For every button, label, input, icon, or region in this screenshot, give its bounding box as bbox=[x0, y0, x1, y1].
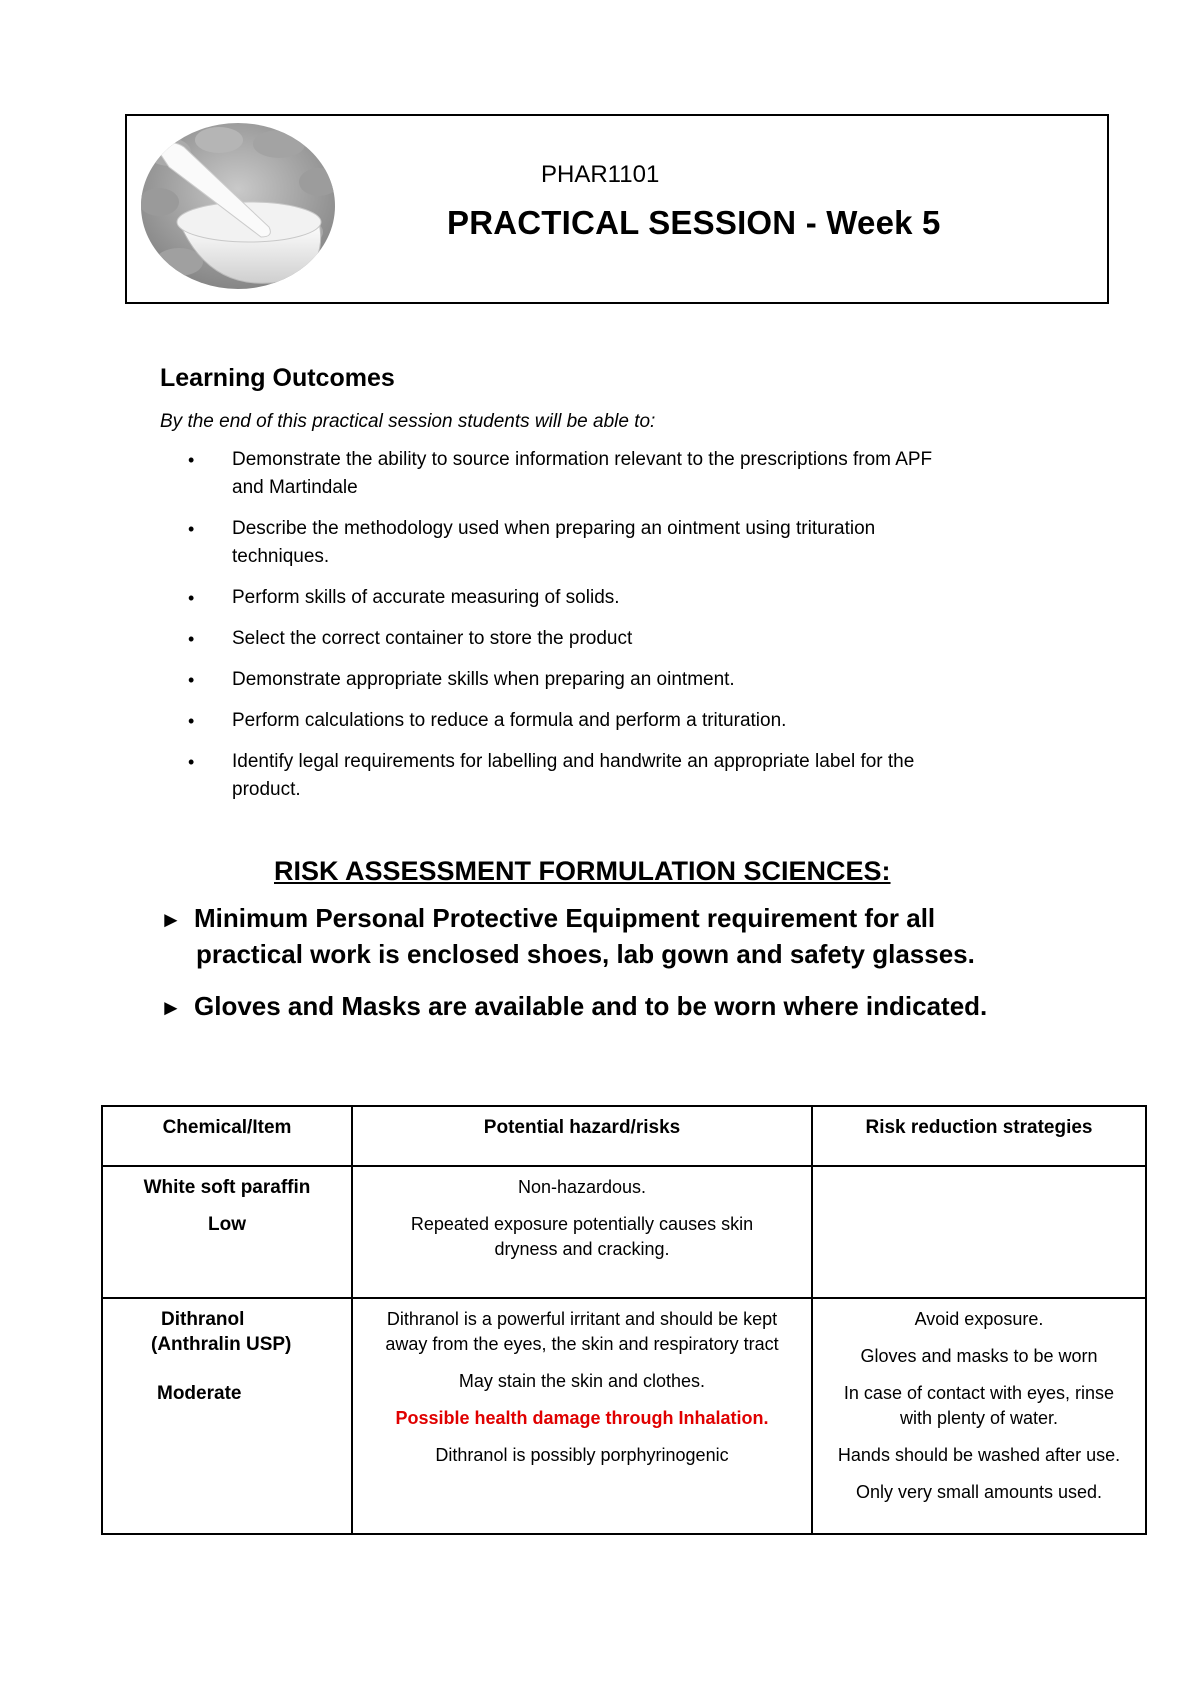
chemical-cell bbox=[102, 1166, 352, 1298]
hazard-text: dryness and cracking. bbox=[494, 1239, 670, 1259]
hazard-text: May stain the skin and clothes. bbox=[458, 1371, 706, 1391]
list-item bbox=[160, 515, 1080, 571]
arrow-icon: ► bbox=[160, 907, 182, 932]
mortar-and-pestle-image bbox=[139, 122, 337, 290]
list-item-text: Demonstrate the ability to source information relevant to the prescriptions from APF bbox=[232, 449, 933, 470]
chemical-name: White soft paraffin bbox=[143, 1177, 311, 1198]
list-item bbox=[160, 748, 1080, 804]
bullet-icon: • bbox=[188, 670, 195, 690]
strategy-text: Gloves and masks to be worn bbox=[860, 1346, 1098, 1366]
hazard-text: Dithranol is possibly porphyrinogenic bbox=[435, 1445, 729, 1465]
session-title: PRACTICAL SESSION - Week 5 bbox=[447, 204, 941, 241]
ppe-text-line1: Minimum Personal Protective Equipment requirement for all bbox=[194, 903, 936, 933]
list-item-text: product. bbox=[232, 779, 301, 800]
risk-level: Moderate bbox=[157, 1383, 242, 1404]
bullet-icon: • bbox=[188, 629, 195, 649]
strategy-text: Avoid exposure. bbox=[914, 1309, 1044, 1329]
risk-level: Low bbox=[208, 1214, 246, 1235]
list-item-text: techniques. bbox=[232, 546, 330, 567]
bullet-icon: • bbox=[188, 519, 195, 539]
header-box bbox=[125, 114, 1109, 304]
risk-assessment-heading: RISK ASSESSMENT FORMULATION SCIENCES: bbox=[274, 856, 891, 886]
gloves-text: Gloves and Masks are available and to be worn where indicated. bbox=[194, 991, 988, 1021]
arrow-icon: ► bbox=[160, 995, 182, 1020]
list-item-text: and Martindale bbox=[232, 477, 358, 498]
hazard-text: away from the eyes, the skin and respiratory tract bbox=[385, 1334, 779, 1354]
learning-outcomes-heading: Learning Outcomes bbox=[160, 364, 395, 392]
list-item-text: Describe the methodology used when preparing an ointment using trituration bbox=[232, 518, 876, 539]
bullet-icon: • bbox=[188, 752, 195, 772]
strategy-cell bbox=[812, 1298, 1146, 1534]
bullet-icon: • bbox=[188, 711, 195, 731]
list-item bbox=[160, 707, 1080, 735]
chemical-alias: (Anthralin USP) bbox=[151, 1334, 292, 1355]
ppe-text-line2: practical work is enclosed shoes, lab gown and safety glasses. bbox=[196, 939, 975, 969]
list-item-text: Perform calculations to reduce a formula and perform a trituration. bbox=[232, 710, 787, 731]
list-item bbox=[160, 584, 1080, 612]
table-header-row bbox=[102, 1106, 1146, 1166]
gloves-masks-note bbox=[160, 988, 987, 1026]
header-chemical-item: Chemical/Item bbox=[102, 1106, 352, 1166]
strategy-text: In case of contact with eyes, rinse bbox=[843, 1383, 1115, 1403]
hazard-cell bbox=[352, 1166, 812, 1298]
risk-table bbox=[101, 1105, 1147, 1535]
learning-outcomes-list bbox=[160, 446, 1080, 817]
list-item-text: Identify legal requirements for labelling and handwrite an appropriate label for the bbox=[232, 751, 915, 772]
strategy-text: with plenty of water. bbox=[899, 1408, 1059, 1428]
bullet-icon: • bbox=[188, 450, 195, 470]
inhalation-warning: Possible health damage through Inhalation. bbox=[395, 1408, 769, 1428]
hazard-text: Repeated exposure potentially causes skin bbox=[410, 1214, 754, 1234]
table-row bbox=[102, 1298, 1146, 1534]
chemical-name: Dithranol bbox=[161, 1309, 245, 1330]
chemical-cell bbox=[102, 1298, 352, 1534]
list-item bbox=[160, 446, 1080, 502]
strategy-text: Hands should be washed after use. bbox=[837, 1445, 1121, 1465]
ppe-requirement bbox=[160, 900, 935, 938]
header-risk-reduction: Risk reduction strategies bbox=[812, 1106, 1146, 1166]
bullet-icon: • bbox=[188, 588, 195, 608]
strategy-text: Only very small amounts used. bbox=[855, 1482, 1103, 1502]
list-item bbox=[160, 625, 1080, 653]
table-row bbox=[102, 1166, 1146, 1298]
hazard-text: Dithranol is a powerful irritant and should be kept bbox=[386, 1309, 778, 1329]
header-potential-hazard: Potential hazard/risks bbox=[352, 1106, 812, 1166]
list-item-text: Select the correct container to store the product bbox=[232, 628, 633, 649]
list-item-text: Demonstrate appropriate skills when preparing an ointment. bbox=[232, 669, 735, 690]
strategy-cell bbox=[812, 1166, 1146, 1298]
learning-outcomes-intro: By the end of this practical session students will be able to: bbox=[160, 411, 656, 432]
course-code: PHAR1101 bbox=[541, 161, 660, 188]
list-item-text: Perform skills of accurate measuring of solids. bbox=[232, 587, 620, 608]
list-item bbox=[160, 666, 1080, 694]
hazard-cell bbox=[352, 1298, 812, 1534]
hazard-text: Non-hazardous. bbox=[517, 1177, 647, 1197]
